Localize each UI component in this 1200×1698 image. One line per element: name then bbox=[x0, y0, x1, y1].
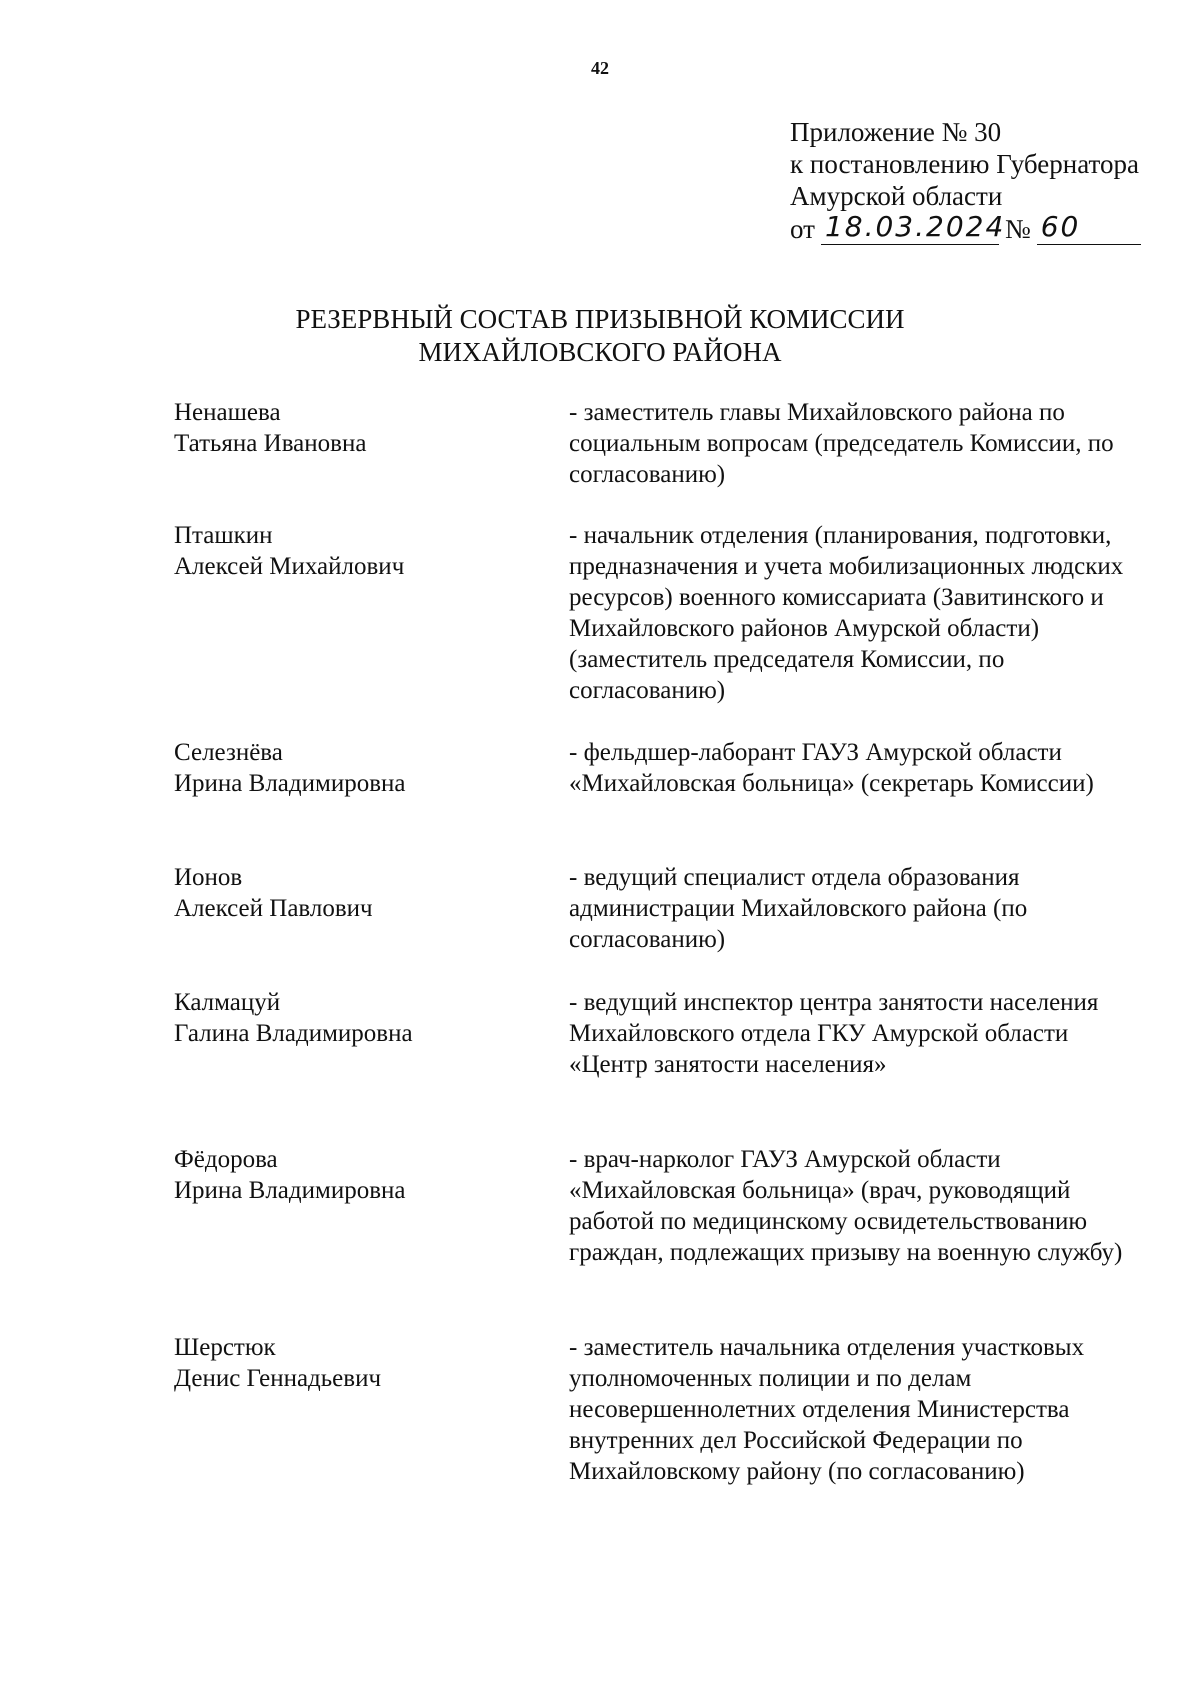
member-name bbox=[174, 1332, 569, 1487]
member-name bbox=[174, 397, 569, 490]
appendix-line-2: к постановлению Губернатора bbox=[790, 149, 1139, 179]
member-entry bbox=[174, 862, 1134, 955]
member-given-name: Ирина Владимировна bbox=[174, 770, 406, 797]
member-role: - начальник отделения (планирования, подготовки, предназначения и учета мобилизационных людских ресурсов) военного комиссариата (Завитинского и Михайловского районов Амурской области) (заместитель председателя Комиссии, по согласованию) bbox=[569, 522, 1124, 704]
member-role: - ведущий специалист отдела образования администрации Михайловского района (по согласованию) bbox=[569, 864, 1028, 953]
member-role: - фельдшер-лаборант ГАУЗ Амурской области «Михайловская больница» (секретарь Комиссии) bbox=[569, 739, 1094, 797]
handwritten-number: 60 bbox=[1037, 212, 1141, 245]
member-role: - ведущий инспектор центра занятости населения Михайловского отдела ГКУ Амурской области «Центр занятости населения» bbox=[569, 989, 1099, 1078]
member-role: - заместитель начальника отделения участковых уполномоченных полиции и по делам несовершеннолетних отделения Министерства внутренних дел Российской Федерации по Михайловскому району (по согласованию) bbox=[569, 1334, 1085, 1485]
member-given-name: Денис Геннадьевич bbox=[174, 1365, 382, 1392]
member-entry bbox=[174, 737, 1134, 799]
title-line-1: РЕЗЕРВНЫЙ СОСТАВ ПРИЗЫВНОЙ КОМИССИИ bbox=[295, 304, 905, 334]
member-entry bbox=[174, 1144, 1134, 1268]
member-surname: Ионов bbox=[174, 864, 243, 891]
appendix-date-line bbox=[790, 212, 1141, 245]
member-name bbox=[174, 862, 569, 955]
appendix-line-1: Приложение № 30 bbox=[790, 117, 1002, 147]
member-name bbox=[174, 737, 569, 799]
member-entry bbox=[174, 987, 1134, 1080]
member-entry bbox=[174, 1332, 1134, 1487]
member-given-name: Алексей Павлович bbox=[174, 895, 373, 922]
page-number: 42 bbox=[591, 58, 609, 78]
member-given-name: Татьяна Ивановна bbox=[174, 430, 367, 457]
member-role: - заместитель главы Михайловского района по социальным вопросам (председатель Комиссии, по согласованию) bbox=[569, 399, 1114, 488]
from-label: от bbox=[790, 214, 815, 244]
document-title bbox=[0, 303, 1200, 369]
member-name bbox=[174, 1144, 569, 1268]
member-role: - врач-нарколог ГАУЗ Амурской области «Михайловская больница» (врач, руководящий работой по медицинскому освидетельствованию граждан, подлежащих призыву на военную службу) bbox=[569, 1146, 1123, 1266]
member-given-name: Алексей Михайлович bbox=[174, 553, 405, 580]
member-name bbox=[174, 987, 569, 1080]
member-surname: Ненашева bbox=[174, 399, 281, 426]
member-entry bbox=[174, 397, 1134, 490]
member-given-name: Галина Владимировна bbox=[174, 1020, 413, 1047]
appendix-line-3: Амурской области bbox=[790, 181, 1003, 211]
member-given-name: Ирина Владимировна bbox=[174, 1177, 406, 1204]
member-surname: Селезнёва bbox=[174, 739, 283, 766]
appendix-header bbox=[790, 116, 1141, 245]
handwritten-date: 18.03.2024 bbox=[821, 212, 999, 245]
member-surname: Шерстюк bbox=[174, 1334, 276, 1361]
member-entry bbox=[174, 520, 1134, 706]
member-name bbox=[174, 520, 569, 706]
title-line-2: МИХАЙЛОВСКОГО РАЙОНА bbox=[418, 337, 782, 367]
member-surname: Пташкин bbox=[174, 522, 273, 549]
number-label: № bbox=[1004, 214, 1031, 244]
member-surname: Калмацуй bbox=[174, 989, 281, 1016]
member-surname: Фёдорова bbox=[174, 1146, 278, 1173]
